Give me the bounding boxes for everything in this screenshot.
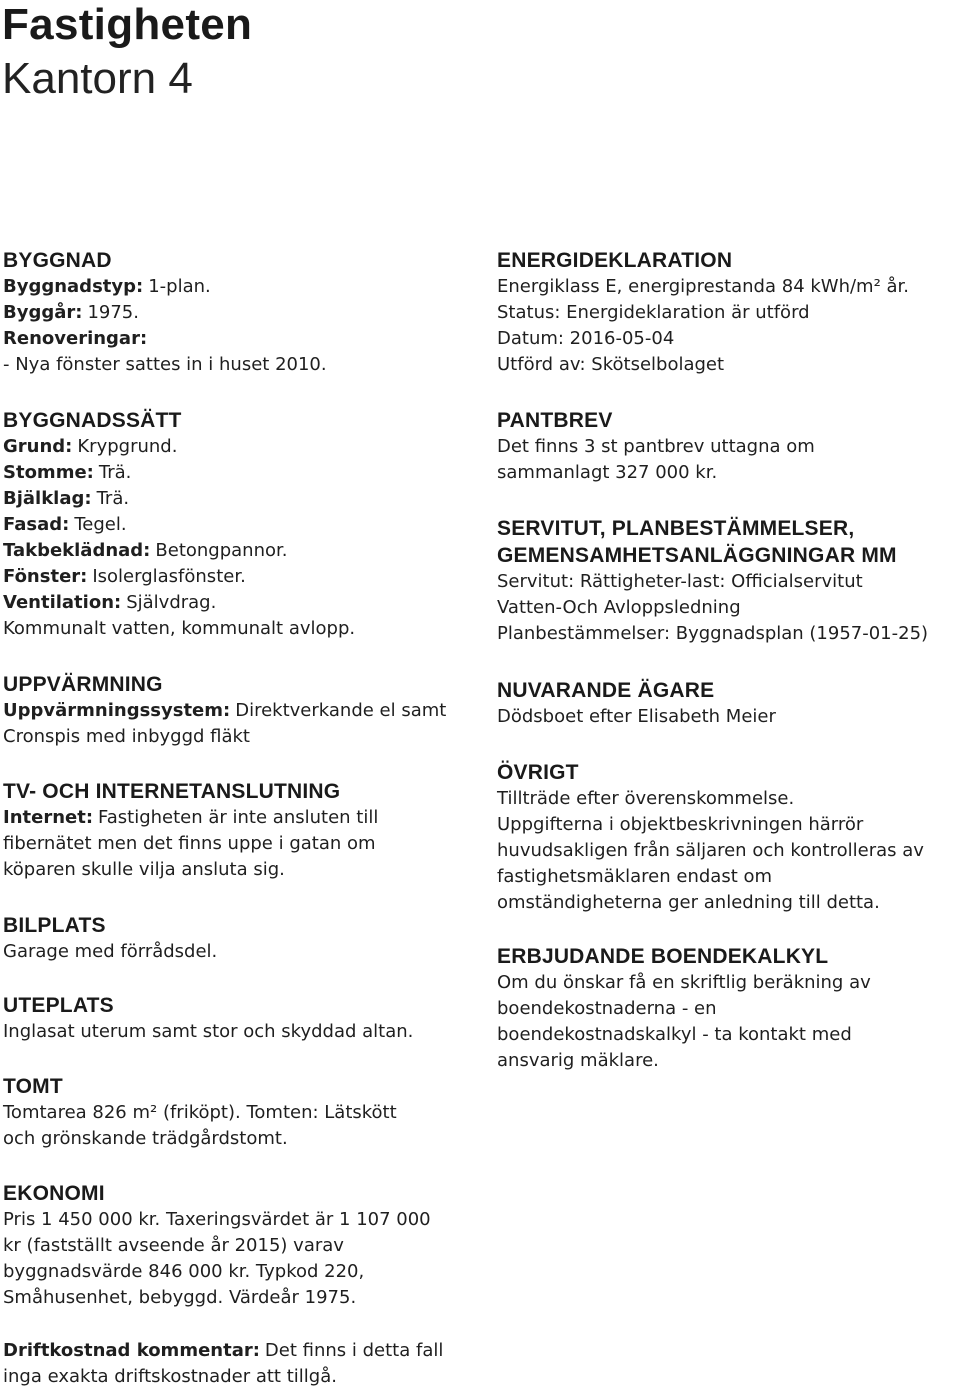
bilplats-line-1: Garage med förrådsdel.: [3, 941, 218, 962]
heading-byggnadssatt: BYGGNADSSÄTT: [3, 409, 182, 432]
ovrigt-line-1: Tillträde efter överenskommelse.: [497, 788, 795, 809]
ekonomi-line-2: kr (fastställt avseende år 2015) varav: [3, 1235, 344, 1256]
heading-uppvarmning: UPPVÄRMNING: [3, 673, 163, 696]
drift-line-2: inga exakta driftskostnader att tillgå.: [3, 1366, 337, 1387]
ovrigt-line-4: fastighetsmäklaren endast om: [497, 866, 773, 887]
row-bjalklag: Bjälklag: Trä.: [3, 488, 130, 509]
section-tomt: [3, 1073, 473, 1152]
row-grund: Grund: Krypgrund.: [3, 436, 178, 457]
row-renovering-item: - Nya fönster sattes in i huset 2010.: [3, 354, 327, 375]
section-bilplats: [3, 912, 473, 965]
ovrigt-line-5: omständigheterna ger anledning till detta.: [497, 892, 880, 913]
servitut-line-1: Servitut: Rättigheter-last: Officialservitut: [497, 571, 863, 592]
pantbrev-line-1: Det finns 3 st pantbrev uttagna om: [497, 436, 815, 457]
row-stomme: Stomme: Trä.: [3, 462, 132, 483]
ekonomi-line-1: Pris 1 450 000 kr. Taxeringsvärdet är 1 107 000: [3, 1209, 431, 1230]
heading-ovrigt: ÖVRIGT: [497, 761, 579, 784]
section-pantbrev: [497, 407, 960, 486]
ekonomi-line-4: Småhusenhet, bebyggd. Värdeår 1975.: [3, 1287, 357, 1308]
section-tv-internet: [3, 778, 473, 883]
tomt-line-1: Tomtarea 826 m² (friköpt). Tomten: Lätskött: [3, 1102, 397, 1123]
row-byggar: Byggår: 1975.: [3, 302, 139, 323]
section-nuvarande-agare: [497, 677, 960, 730]
energi-line-2: Status: Energideklaration är utförd: [497, 302, 810, 323]
servitut-line-3: Planbestämmelser: Byggnadsplan (1957-01-25): [497, 623, 929, 644]
servitut-line-2: Vatten-Och Avloppsledning: [497, 597, 741, 618]
pantbrev-line-2: sammanlagt 327 000 kr.: [497, 462, 718, 483]
section-byggnad: [3, 247, 473, 378]
section-byggnadssatt: [3, 407, 473, 642]
section-energideklaration: [497, 247, 960, 378]
ovrigt-line-2: Uppgifterna i objektbeskrivningen härrör: [497, 814, 864, 835]
uppvarmning-line-2: Cronspis med inbyggd fläkt: [3, 726, 250, 747]
row-takbekladnad: Takbeklädnad: Betongpannor.: [3, 540, 288, 561]
erbjudande-line-4: ansvarig mäklare.: [497, 1050, 659, 1071]
heading-tv-internet: TV- OCH INTERNETANSLUTNING: [3, 780, 341, 803]
energi-line-3: Datum: 2016-05-04: [497, 328, 675, 349]
section-ovrigt: [497, 759, 960, 916]
uppvarmning-line-1: Uppvärmningssystem: Direktverkande el samt: [3, 700, 447, 721]
section-uppvarmning: [3, 671, 473, 750]
heading-tomt: TOMT: [3, 1075, 63, 1098]
energi-line-4: Utförd av: Skötselbolaget: [497, 354, 725, 375]
heading-uteplats: UTEPLATS: [3, 994, 114, 1017]
ovrigt-line-3: huvudsakligen från säljaren och kontrolleras av: [497, 840, 924, 861]
erbjudande-line-2: boendekostnaderna - en: [497, 998, 717, 1019]
page-title-block: [2, 0, 252, 108]
erbjudande-line-1: Om du önskar få en skriftlig beräkning av: [497, 972, 871, 993]
heading-nuvarande-agare: NUVARANDE ÄGARE: [497, 679, 715, 702]
tv-line-2: fibernätet men det finns uppe i gatan om: [3, 833, 376, 854]
uteplats-line-1: Inglasat uterum samt stor och skyddad altan.: [3, 1021, 414, 1042]
row-renoveringar: Renoveringar:: [3, 328, 148, 349]
row-fasad: Fasad: Tegel.: [3, 514, 127, 535]
heading-servitut-2: GEMENSAMHETSANLÄGGNINGAR MM: [497, 544, 897, 567]
tv-line-3: köparen skulle vilja ansluta sig.: [3, 859, 285, 880]
heading-byggnad: BYGGNAD: [3, 249, 112, 272]
tomt-line-2: och grönskande trädgårdstomt.: [3, 1128, 288, 1149]
row-fonster: Fönster: Isolerglasfönster.: [3, 566, 246, 587]
heading-pantbrev: PANTBREV: [497, 409, 613, 432]
erbjudande-line-3: boendekostnadskalkyl - ta kontakt med: [497, 1024, 852, 1045]
tv-line-1: Internet: Fastigheten är inte ansluten till: [3, 807, 379, 828]
row-ventilation: Ventilation: Självdrag.: [3, 592, 217, 613]
ekonomi-line-3: byggnadsvärde 846 000 kr. Typkod 220,: [3, 1261, 365, 1282]
energi-line-1: Energiklass E, energiprestanda 84 kWh/m² år.: [497, 276, 910, 297]
page-subtitle: Kantorn 4: [2, 54, 193, 103]
section-uteplats: [3, 992, 473, 1045]
heading-energideklaration: ENERGIDEKLARATION: [497, 249, 733, 272]
agare-line-1: Dödsboet efter Elisabeth Meier: [497, 706, 776, 727]
row-byggnadstyp: Byggnadstyp: 1-plan.: [3, 276, 211, 297]
heading-servitut-1: SERVITUT, PLANBESTÄMMELSER,: [497, 517, 855, 540]
section-driftkostnad: [3, 1338, 473, 1390]
section-erbjudande-boendekalkyl: [497, 943, 960, 1074]
heading-erbjudande-boendekalkyl: ERBJUDANDE BOENDEKALKYL: [497, 945, 829, 968]
section-servitut: [497, 515, 960, 647]
drift-line-1: Driftkostnad kommentar: Det finns i detta fall: [3, 1340, 444, 1361]
section-ekonomi: [3, 1180, 473, 1311]
heading-bilplats: BILPLATS: [3, 914, 106, 937]
row-vatten-avlopp: Kommunalt vatten, kommunalt avlopp.: [3, 618, 356, 639]
page-title: Fastigheten: [2, 0, 253, 49]
heading-ekonomi: EKONOMI: [3, 1182, 105, 1205]
